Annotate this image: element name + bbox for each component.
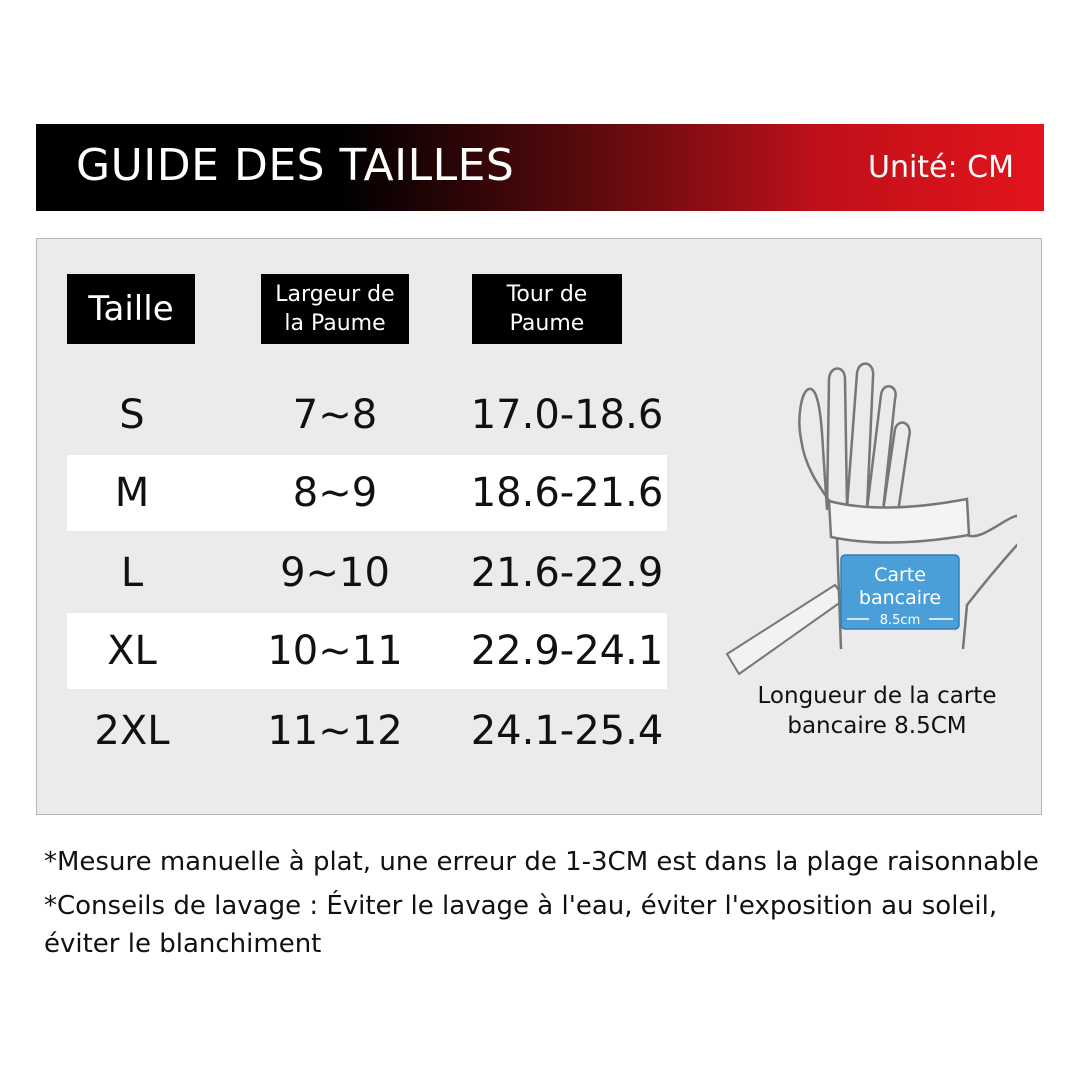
header-palm-circumference: Tour de Paume bbox=[472, 274, 622, 344]
palm-circumference-cell: 21.6-22.9 bbox=[470, 550, 664, 596]
measuring-tape-strap bbox=[727, 585, 845, 674]
page-title: GUIDE DES TAILLES bbox=[76, 140, 515, 191]
palm-width-cell: 9~10 bbox=[280, 550, 390, 596]
palm-width-cell: 11~12 bbox=[267, 708, 403, 754]
palm-circumference-cell: 17.0-18.6 bbox=[470, 392, 664, 438]
palm-circumference-cell: 24.1-25.4 bbox=[470, 708, 664, 754]
card-size-label: 8.5cm bbox=[879, 613, 921, 628]
header-banner bbox=[36, 124, 1044, 211]
card-length-caption: Longueur de la carte bancaire 8.5CM bbox=[757, 683, 997, 739]
table-row bbox=[67, 613, 667, 689]
thumb-outline bbox=[967, 516, 1017, 605]
card-label-line2: bancaire bbox=[858, 587, 942, 609]
card-label-line1: Carte bbox=[874, 564, 926, 586]
unit-label: Unité: CM bbox=[867, 150, 1014, 185]
hand-outline bbox=[799, 364, 909, 519]
size-chart-panel bbox=[36, 238, 1042, 815]
palm-width-cell: 7~8 bbox=[292, 392, 378, 438]
header-size: Taille bbox=[67, 274, 195, 344]
note-measurement: *Mesure manuelle à plat, une erreur de 1-3CM est dans la plage raisonnable bbox=[44, 847, 1039, 877]
palm-circumference-cell: 18.6-21.6 bbox=[470, 470, 664, 516]
table-row bbox=[67, 535, 667, 611]
note-washing: *Conseils de lavage : Éviter le lavage à l'eau, éviter l'exposition au soleil, éviter le blanchiment bbox=[44, 891, 998, 959]
size-cell: 2XL bbox=[94, 708, 170, 754]
size-cell: M bbox=[114, 470, 150, 516]
size-cell: L bbox=[120, 550, 144, 596]
size-cell: S bbox=[119, 392, 145, 438]
table-row bbox=[67, 455, 667, 531]
table-row bbox=[67, 377, 667, 453]
palm-width-cell: 8~9 bbox=[292, 470, 378, 516]
header-palm-width: Largeur de la Paume bbox=[261, 274, 409, 344]
palm-width-cell: 10~11 bbox=[267, 628, 403, 674]
notes-section bbox=[44, 843, 1044, 969]
palm-circumference-cell: 22.9-24.1 bbox=[470, 628, 664, 674]
table-row bbox=[67, 693, 667, 769]
bank-card-icon bbox=[841, 555, 959, 629]
hand-measurement-illustration bbox=[717, 359, 1017, 679]
size-cell: XL bbox=[107, 628, 157, 674]
